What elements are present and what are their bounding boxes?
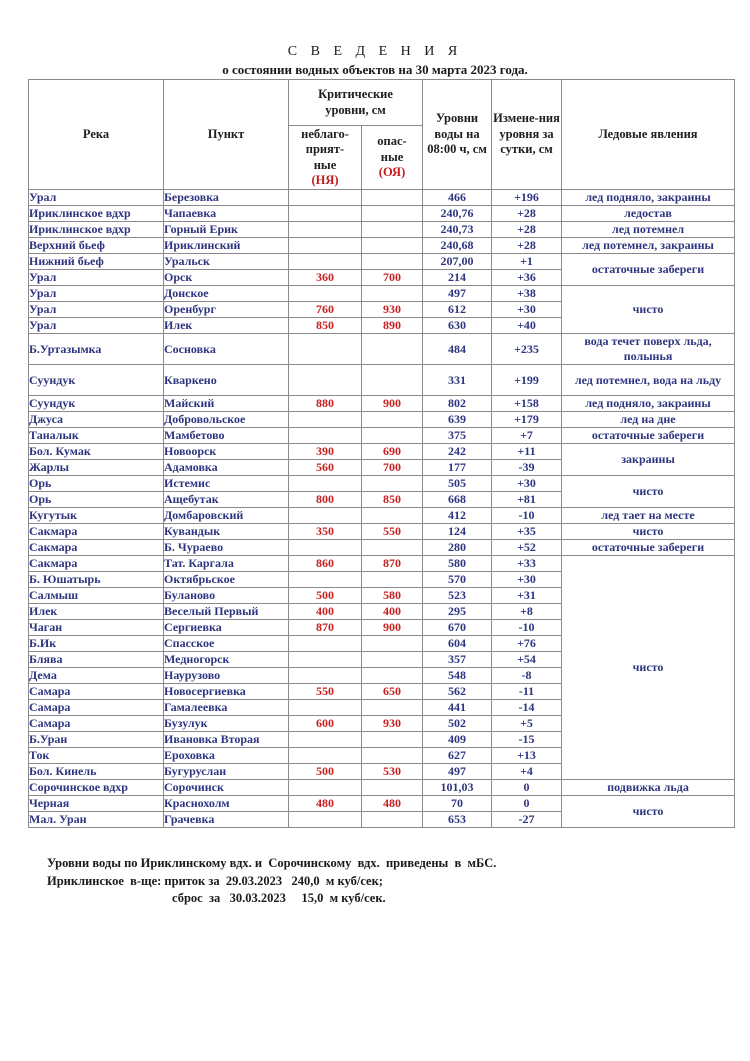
river-cell: Суундук — [29, 365, 164, 396]
unfavorable-cell — [289, 238, 362, 254]
point-cell: Березовка — [164, 190, 289, 206]
level-cell: 497 — [423, 286, 492, 302]
change-cell: +4 — [492, 764, 562, 780]
change-cell: +81 — [492, 492, 562, 508]
level-cell: 653 — [423, 812, 492, 828]
unfavorable-cell — [289, 572, 362, 588]
change-cell: 0 — [492, 796, 562, 812]
dangerous-cell — [362, 254, 423, 270]
level-cell: 375 — [423, 428, 492, 444]
dangerous-cell — [362, 334, 423, 365]
river-cell: Сакмара — [29, 540, 164, 556]
point-cell: Домбаровский — [164, 508, 289, 524]
table-row — [29, 222, 735, 238]
point-cell: Веселый Первый — [164, 604, 289, 620]
dangerous-cell — [362, 700, 423, 716]
level-cell: 441 — [423, 700, 492, 716]
dangerous-cell — [362, 780, 423, 796]
dangerous-cell: 480 — [362, 796, 423, 812]
header-unfavorable-abbr: (НЯ) — [311, 173, 339, 187]
ice-phenomena-cell: остаточные забереги — [562, 428, 735, 444]
note-line-2: Ириклинское в-ще: приток за 29.03.2023 240,0 м куб/сек; — [47, 874, 383, 888]
level-cell: 466 — [423, 190, 492, 206]
river-cell: Б.Уран — [29, 732, 164, 748]
header-dangerous — [362, 126, 423, 190]
table-row — [29, 780, 735, 796]
level-cell: 523 — [423, 588, 492, 604]
dangerous-cell — [362, 732, 423, 748]
table-row — [29, 796, 735, 812]
point-cell: Сорочинск — [164, 780, 289, 796]
point-cell: Илек — [164, 318, 289, 334]
change-cell: +179 — [492, 412, 562, 428]
level-cell: 630 — [423, 318, 492, 334]
level-cell: 639 — [423, 412, 492, 428]
table-row — [29, 540, 735, 556]
change-cell: +36 — [492, 270, 562, 286]
header-ice: Ледовые явления — [562, 80, 735, 190]
ice-phenomena-cell: закраины — [562, 444, 735, 476]
change-cell: -15 — [492, 732, 562, 748]
level-cell: 505 — [423, 476, 492, 492]
unfavorable-cell: 600 — [289, 716, 362, 732]
change-cell: +52 — [492, 540, 562, 556]
point-cell: Уральск — [164, 254, 289, 270]
point-cell: Буланово — [164, 588, 289, 604]
table-row — [29, 556, 735, 572]
level-cell: 331 — [423, 365, 492, 396]
level-cell: 412 — [423, 508, 492, 524]
ice-phenomena-cell: лед потемнел, вода на льду — [562, 365, 735, 396]
river-cell: Сакмара — [29, 556, 164, 572]
river-cell: Суундук — [29, 396, 164, 412]
level-cell: 409 — [423, 732, 492, 748]
table-row — [29, 428, 735, 444]
level-cell: 802 — [423, 396, 492, 412]
unfavorable-cell: 860 — [289, 556, 362, 572]
unfavorable-cell — [289, 732, 362, 748]
point-cell: Новосергиевка — [164, 684, 289, 700]
point-cell: Сосновка — [164, 334, 289, 365]
document-subtitle: о состоянии водных объектов на 30 марта 2023 года. — [222, 62, 528, 77]
river-cell: Самара — [29, 716, 164, 732]
change-cell: +158 — [492, 396, 562, 412]
change-cell: -11 — [492, 684, 562, 700]
change-cell: +28 — [492, 238, 562, 254]
river-cell: Джуса — [29, 412, 164, 428]
ice-phenomena-cell: чисто — [562, 476, 735, 508]
dangerous-cell: 700 — [362, 460, 423, 476]
point-cell: Медногорск — [164, 652, 289, 668]
unfavorable-cell — [289, 668, 362, 684]
point-cell: Майский — [164, 396, 289, 412]
dangerous-cell: 890 — [362, 318, 423, 334]
unfavorable-cell: 560 — [289, 460, 362, 476]
river-cell: Ток — [29, 748, 164, 764]
change-cell: +40 — [492, 318, 562, 334]
change-cell: +5 — [492, 716, 562, 732]
dangerous-cell — [362, 748, 423, 764]
river-cell: Бол. Кинель — [29, 764, 164, 780]
change-cell: +1 — [492, 254, 562, 270]
ice-phenomena-cell: остаточные забереги — [562, 540, 735, 556]
river-cell: Б. Юшатырь — [29, 572, 164, 588]
header-point: Пункт — [164, 80, 289, 190]
river-cell: Сорочинское вдхр — [29, 780, 164, 796]
change-cell: 0 — [492, 780, 562, 796]
change-cell: +196 — [492, 190, 562, 206]
point-cell: Новоорск — [164, 444, 289, 460]
unfavorable-cell — [289, 428, 362, 444]
change-cell: -14 — [492, 700, 562, 716]
unfavorable-cell — [289, 636, 362, 652]
dangerous-cell — [362, 668, 423, 684]
river-cell: Бол. Кумак — [29, 444, 164, 460]
dangerous-cell: 690 — [362, 444, 423, 460]
dangerous-cell — [362, 412, 423, 428]
change-cell: +8 — [492, 604, 562, 620]
table-row — [29, 206, 735, 222]
point-cell: Кваркено — [164, 365, 289, 396]
point-cell: Наурузово — [164, 668, 289, 684]
header-level: Уровни воды на 08:00 ч, см — [423, 80, 492, 190]
unfavorable-cell — [289, 652, 362, 668]
point-cell: Грачевка — [164, 812, 289, 828]
ice-phenomena-cell: лед подняло, закраины — [562, 190, 735, 206]
unfavorable-cell: 800 — [289, 492, 362, 508]
ice-phenomena-cell: лед тает на месте — [562, 508, 735, 524]
unfavorable-cell — [289, 540, 362, 556]
level-cell: 604 — [423, 636, 492, 652]
unfavorable-cell: 390 — [289, 444, 362, 460]
table-row — [29, 190, 735, 206]
point-cell: Адамовка — [164, 460, 289, 476]
table-row — [29, 508, 735, 524]
point-cell: Орск — [164, 270, 289, 286]
level-cell: 240,68 — [423, 238, 492, 254]
change-cell: +30 — [492, 302, 562, 318]
river-cell: Урал — [29, 270, 164, 286]
ice-phenomena-cell: лед подняло, закраины — [562, 396, 735, 412]
level-cell: 295 — [423, 604, 492, 620]
unfavorable-cell — [289, 286, 362, 302]
river-cell: Илек — [29, 604, 164, 620]
level-cell: 484 — [423, 334, 492, 365]
level-cell: 570 — [423, 572, 492, 588]
unfavorable-cell: 400 — [289, 604, 362, 620]
header-change: Измене-ния уровня за сутки, см — [492, 80, 562, 190]
header-unfavorable-label: неблаго-прият-ные — [301, 126, 349, 172]
dangerous-cell — [362, 812, 423, 828]
dangerous-cell — [362, 190, 423, 206]
dangerous-cell: 870 — [362, 556, 423, 572]
point-cell: Донское — [164, 286, 289, 302]
river-cell: Салмыш — [29, 588, 164, 604]
level-cell: 670 — [423, 620, 492, 636]
river-cell: Блява — [29, 652, 164, 668]
dangerous-cell: 530 — [362, 764, 423, 780]
level-cell: 548 — [423, 668, 492, 684]
river-cell: Сакмара — [29, 524, 164, 540]
unfavorable-cell — [289, 412, 362, 428]
point-cell: Б. Чураево — [164, 540, 289, 556]
table-row — [29, 444, 735, 460]
dangerous-cell: 850 — [362, 492, 423, 508]
change-cell: +54 — [492, 652, 562, 668]
dangerous-cell: 580 — [362, 588, 423, 604]
header-dangerous-label: опас-ные — [377, 134, 407, 164]
note-line-1: Уровни воды по Ириклинскому вдх. и Сорочинскому вдх. приведены в мБС. — [47, 856, 497, 870]
river-cell: Урал — [29, 302, 164, 318]
dangerous-cell — [362, 365, 423, 396]
change-cell: -39 — [492, 460, 562, 476]
river-cell: Ириклинское вдхр — [29, 222, 164, 238]
level-cell: 240,73 — [423, 222, 492, 238]
river-cell: Верхний бьеф — [29, 238, 164, 254]
header-critical: Критические уровни, см — [289, 80, 423, 126]
unfavorable-cell — [289, 700, 362, 716]
level-cell: 240,76 — [423, 206, 492, 222]
change-cell: -10 — [492, 620, 562, 636]
ice-phenomena-cell: лед потемнел — [562, 222, 735, 238]
unfavorable-cell: 870 — [289, 620, 362, 636]
ice-phenomena-cell: чисто — [562, 556, 735, 780]
dangerous-cell — [362, 286, 423, 302]
dangerous-cell — [362, 476, 423, 492]
change-cell: +28 — [492, 222, 562, 238]
change-cell: +13 — [492, 748, 562, 764]
river-cell: Урал — [29, 190, 164, 206]
change-cell: +235 — [492, 334, 562, 365]
level-cell: 627 — [423, 748, 492, 764]
river-cell: Черная — [29, 796, 164, 812]
unfavorable-cell — [289, 780, 362, 796]
dangerous-cell — [362, 572, 423, 588]
level-cell: 357 — [423, 652, 492, 668]
point-cell: Краснохолм — [164, 796, 289, 812]
point-cell: Добровольское — [164, 412, 289, 428]
change-cell: +38 — [492, 286, 562, 302]
change-cell: +30 — [492, 476, 562, 492]
change-cell: +33 — [492, 556, 562, 572]
change-cell: +199 — [492, 365, 562, 396]
dangerous-cell — [362, 238, 423, 254]
river-cell: Нижний бьеф — [29, 254, 164, 270]
point-cell: Тат. Каргала — [164, 556, 289, 572]
level-cell: 70 — [423, 796, 492, 812]
river-cell: Чаган — [29, 620, 164, 636]
dangerous-cell — [362, 636, 423, 652]
unfavorable-cell: 550 — [289, 684, 362, 700]
unfavorable-cell — [289, 254, 362, 270]
river-cell: Самара — [29, 700, 164, 716]
ice-phenomena-cell: ледостав — [562, 206, 735, 222]
change-cell: +11 — [492, 444, 562, 460]
river-cell: Орь — [29, 476, 164, 492]
table-body — [29, 190, 735, 828]
river-cell: Ириклинское вдхр — [29, 206, 164, 222]
table-row — [29, 524, 735, 540]
header-dangerous-abbr: (ОЯ) — [378, 165, 406, 180]
table-row — [29, 286, 735, 302]
change-cell: +28 — [492, 206, 562, 222]
dangerous-cell — [362, 206, 423, 222]
point-cell: Ероховка — [164, 748, 289, 764]
dangerous-cell — [362, 222, 423, 238]
change-cell: +7 — [492, 428, 562, 444]
level-cell: 562 — [423, 684, 492, 700]
change-cell: -8 — [492, 668, 562, 684]
change-cell: +35 — [492, 524, 562, 540]
river-cell: Мал. Уран — [29, 812, 164, 828]
point-cell: Истемис — [164, 476, 289, 492]
river-cell: Урал — [29, 318, 164, 334]
unfavorable-cell — [289, 206, 362, 222]
level-cell: 101,03 — [423, 780, 492, 796]
table-row — [29, 238, 735, 254]
river-cell: Урал — [29, 286, 164, 302]
river-cell: Орь — [29, 492, 164, 508]
unfavorable-cell: 500 — [289, 588, 362, 604]
point-cell: Оренбург — [164, 302, 289, 318]
change-cell: -10 — [492, 508, 562, 524]
ice-phenomena-cell: лед на дне — [562, 412, 735, 428]
ice-phenomena-cell: лед потемнел, закраины — [562, 238, 735, 254]
change-cell: +31 — [492, 588, 562, 604]
level-cell: 580 — [423, 556, 492, 572]
unfavorable-cell — [289, 812, 362, 828]
dangerous-cell: 700 — [362, 270, 423, 286]
header-unfavorable — [289, 126, 362, 190]
ice-phenomena-cell: остаточные забереги — [562, 254, 735, 286]
level-cell: 668 — [423, 492, 492, 508]
level-cell: 497 — [423, 764, 492, 780]
ice-phenomena-cell: чисто — [562, 796, 735, 828]
unfavorable-cell — [289, 190, 362, 206]
unfavorable-cell — [289, 748, 362, 764]
ice-phenomena-cell: вода течет поверх льда, полынья — [562, 334, 735, 365]
point-cell: Чапаевка — [164, 206, 289, 222]
table-row — [29, 334, 735, 365]
unfavorable-cell: 760 — [289, 302, 362, 318]
level-cell: 214 — [423, 270, 492, 286]
unfavorable-cell — [289, 334, 362, 365]
note-line-3: сброс за 30.03.2023 15,0 м куб/сек. — [172, 891, 386, 905]
river-cell: Дема — [29, 668, 164, 684]
unfavorable-cell — [289, 476, 362, 492]
level-cell: 177 — [423, 460, 492, 476]
dangerous-cell: 550 — [362, 524, 423, 540]
ice-phenomena-cell: чисто — [562, 286, 735, 334]
point-cell: Бузулук — [164, 716, 289, 732]
unfavorable-cell: 360 — [289, 270, 362, 286]
unfavorable-cell: 500 — [289, 764, 362, 780]
point-cell: Мамбетово — [164, 428, 289, 444]
table-row — [29, 254, 735, 270]
unfavorable-cell — [289, 508, 362, 524]
water-bodies-table — [28, 79, 735, 828]
unfavorable-cell: 880 — [289, 396, 362, 412]
point-cell: Ивановка Вторая — [164, 732, 289, 748]
dangerous-cell — [362, 508, 423, 524]
dangerous-cell — [362, 652, 423, 668]
unfavorable-cell — [289, 365, 362, 396]
dangerous-cell: 930 — [362, 302, 423, 318]
unfavorable-cell: 850 — [289, 318, 362, 334]
river-cell: Б.Ик — [29, 636, 164, 652]
unfavorable-cell: 350 — [289, 524, 362, 540]
ice-phenomena-cell: чисто — [562, 524, 735, 540]
river-cell: Кугутык — [29, 508, 164, 524]
change-cell: -27 — [492, 812, 562, 828]
table-row — [29, 365, 735, 396]
dangerous-cell: 650 — [362, 684, 423, 700]
ice-phenomena-cell: подвижка льда — [562, 780, 735, 796]
point-cell: Ириклинский — [164, 238, 289, 254]
river-cell: Самара — [29, 684, 164, 700]
dangerous-cell: 930 — [362, 716, 423, 732]
level-cell: 207,00 — [423, 254, 492, 270]
unfavorable-cell — [289, 222, 362, 238]
point-cell: Гамалеевка — [164, 700, 289, 716]
point-cell: Бугуруслан — [164, 764, 289, 780]
table-row — [29, 412, 735, 428]
dangerous-cell: 900 — [362, 620, 423, 636]
point-cell: Горный Ерик — [164, 222, 289, 238]
level-cell: 612 — [423, 302, 492, 318]
level-cell: 502 — [423, 716, 492, 732]
header-river: Река — [29, 80, 164, 190]
change-cell: +76 — [492, 636, 562, 652]
level-cell: 124 — [423, 524, 492, 540]
river-cell: Жарлы — [29, 460, 164, 476]
level-cell: 280 — [423, 540, 492, 556]
dangerous-cell — [362, 540, 423, 556]
table-row — [29, 396, 735, 412]
unfavorable-cell: 480 — [289, 796, 362, 812]
dangerous-cell: 900 — [362, 396, 423, 412]
point-cell: Сергиевка — [164, 620, 289, 636]
dangerous-cell: 400 — [362, 604, 423, 620]
table-row — [29, 476, 735, 492]
change-cell: +30 — [492, 572, 562, 588]
river-cell: Б.Уртазымка — [29, 334, 164, 365]
level-cell: 242 — [423, 444, 492, 460]
point-cell: Ащебутак — [164, 492, 289, 508]
river-cell: Таналык — [29, 428, 164, 444]
point-cell: Октябрьское — [164, 572, 289, 588]
dangerous-cell — [362, 428, 423, 444]
point-cell: Кувандык — [164, 524, 289, 540]
document-title: С В Е Д Е Н И Я — [287, 44, 463, 59]
point-cell: Спасское — [164, 636, 289, 652]
